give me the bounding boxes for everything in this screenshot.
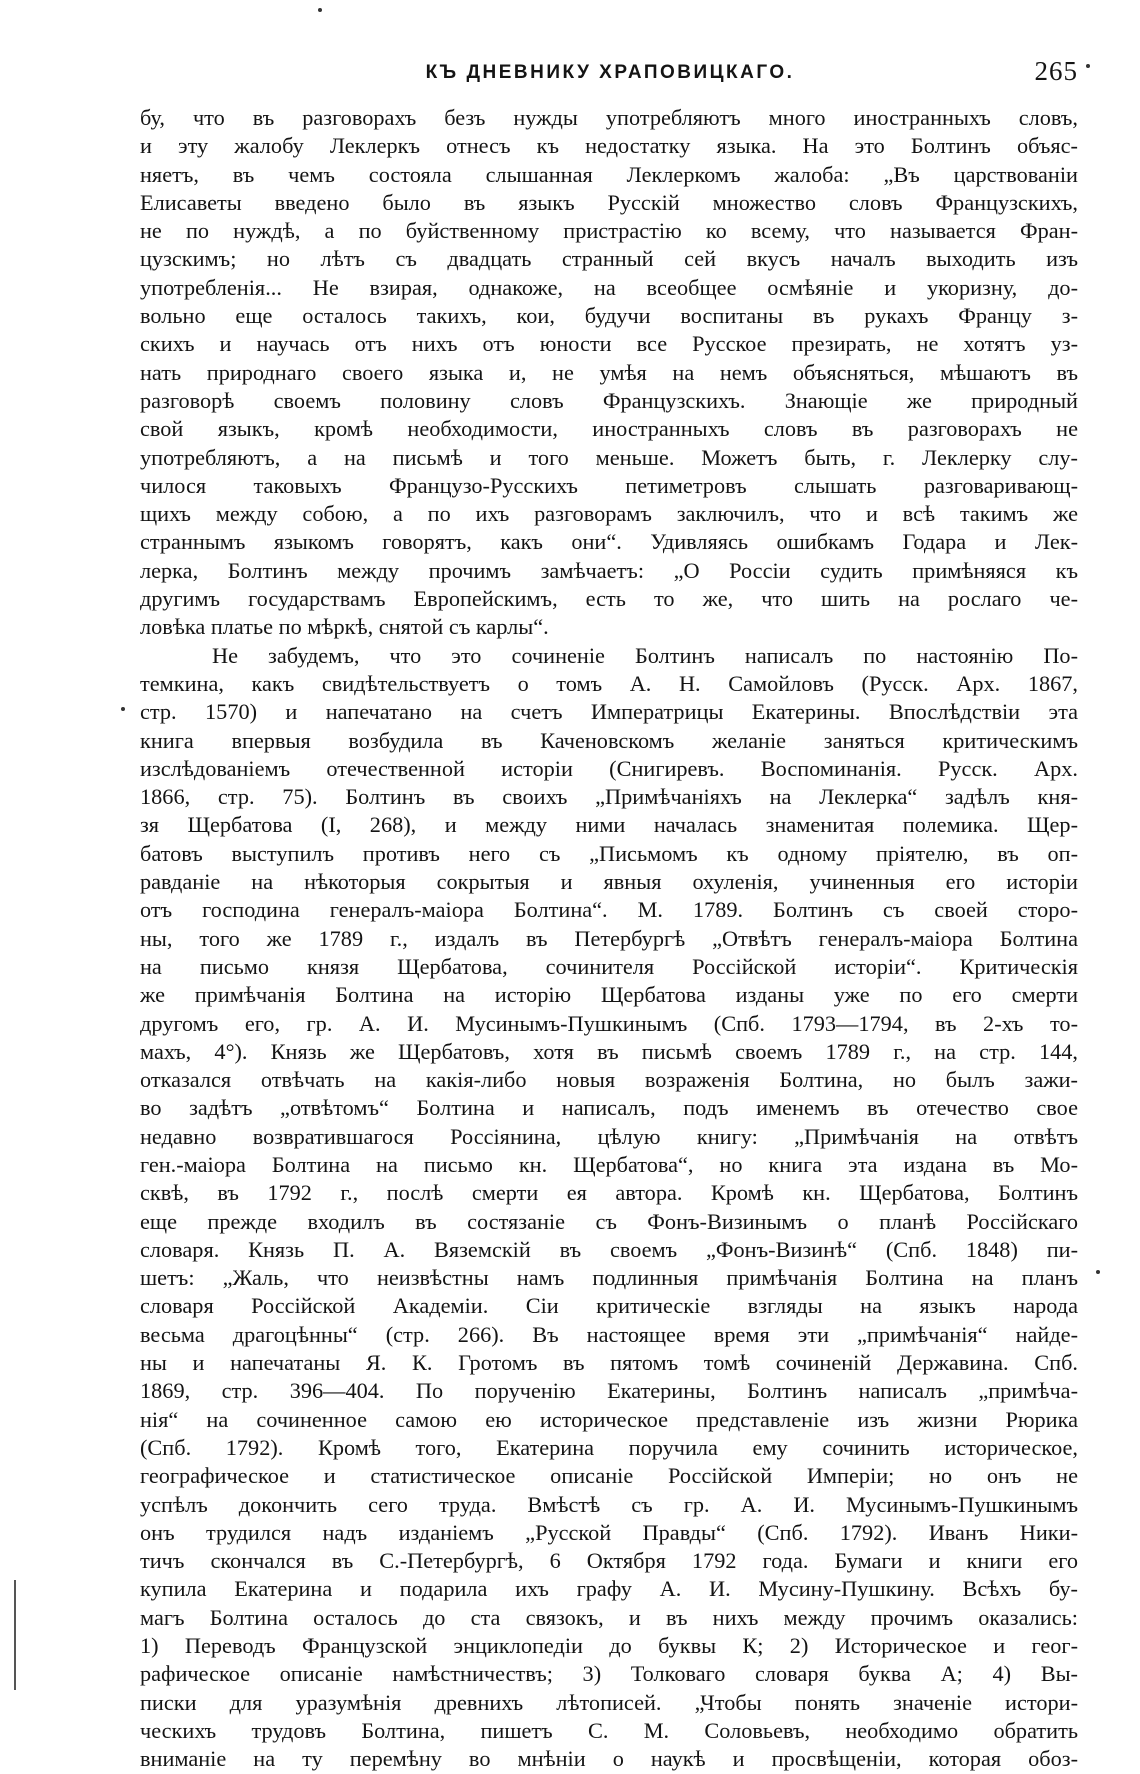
text-line: не по нуждѣ, а по буйственному пристрастію ко всему, что называется Фран-: [140, 218, 1078, 244]
text-line: няетъ, въ чемъ состояла слышанная Леклеркомъ жалоба: „Въ царствованіи: [140, 161, 1078, 187]
scan-speck: [318, 8, 322, 12]
text-line: купила Екатерина и подарила ихъ графу А. И. Мусину-Пушкину. Всѣхъ бу-: [140, 1576, 1078, 1602]
text-line: недавно возвратившагося Россіянина, цѣлую книгу: „Примѣчанія на отвѣтъ: [140, 1123, 1078, 1149]
text-line: тичъ скончался въ С.-Петербургѣ, 6 Октября 1792 года. Бумаги и книги его: [140, 1548, 1078, 1574]
text-line: и эту жалобу Леклеркъ отнесъ къ недостатку языка. На это Болтинъ объяс-: [140, 133, 1078, 159]
text-line: Елисаветы введено было въ языкъ Русскій множество словъ Французскихъ,: [140, 189, 1078, 215]
text-line: страннымъ языкомъ говорятъ, какъ они“. Удивляясь ошибкамъ Годара и Лек-: [140, 529, 1078, 555]
text-line: нія“ на сочиненное самою ею историческое представленіе изъ жизни Рюрика: [140, 1406, 1078, 1432]
text-line: Не забудемъ, что это сочиненіе Болтинъ написалъ по настоянію По-: [212, 642, 1078, 668]
text-line: нать природнаго своего языка и, не умѣя на немъ объясняться, мѣшаютъ въ: [140, 359, 1078, 385]
text-line: употребляютъ, а на письмѣ и того меньше. Можетъ быть, г. Леклерку слу-: [140, 444, 1078, 470]
body-text: [140, 104, 1078, 1774]
text-line: цузскимъ; но лѣтъ съ двадцать странный сей вкусъ началъ выходить изъ: [140, 246, 1078, 272]
text-line: отказался отвѣчать на какія-либо новыя возраженія Болтина, но былъ зажи-: [140, 1067, 1078, 1093]
text-line: книга впервыя возбудила въ Каченовскомъ желаніе заняться критическимъ: [140, 727, 1078, 753]
text-line: магъ Болтина осталось до ста связокъ, и въ нихъ между прочимъ оказались:: [140, 1604, 1078, 1630]
text-line: вниманіе на ту перемѣну во мнѣніи о наукѣ и просвѣщеніи, которая обоз-: [140, 1746, 1078, 1772]
text-line: равданіе на нѣкоторыя сокрытыя и явныя охуленія, учиненныя его исторіи: [140, 869, 1078, 895]
text-line: стр. 1570) и напечатано на счетъ Императрицы Екатерины. Впослѣдствіи эта: [140, 699, 1078, 725]
text-line: (Спб. 1792). Кромѣ того, Екатерина поручила ему сочинить историческое,: [140, 1434, 1078, 1460]
text-line: батовъ выступилъ противъ него съ „Письмомъ къ одному пріятелю, въ оп-: [140, 840, 1078, 866]
text-line: еще прежде входилъ въ состязаніе съ Фонъ-Визинымъ о планѣ Россійскаго: [140, 1208, 1078, 1234]
text-line: весьма драгоцѣнны“ (стр. 266). Въ настоящее время эти „примѣчанія“ найде-: [140, 1321, 1078, 1347]
text-line: ческихъ трудовъ Болтина, пишетъ С. М. Соловьевъ, необходимо обратить: [140, 1717, 1078, 1743]
text-line: щихъ между собою, а по ихъ разговорамъ заключилъ, что и всѣ такимъ же: [140, 501, 1078, 527]
text-line: успѣлъ докончить сего труда. Вмѣстѣ съ гр. А. И. Мусинымъ-Пушкинымъ: [140, 1491, 1078, 1517]
text-line: же примѣчанія Болтина на исторію Щербатова изданы уже по его смерти: [140, 982, 1078, 1008]
text-line: другимъ государствамъ Европейскимъ, есть то же, что шить на рослаго че-: [140, 586, 1078, 612]
text-line: писки для уразумѣнія древнихъ лѣтописей. „Чтобы понять значеніе истори-: [140, 1689, 1078, 1715]
scan-edge-mark: [14, 1580, 16, 1690]
text-line: изслѣдованіемъ отечественной исторіи (Снигиревъ. Воспоминанія. Русск. Арх.: [140, 755, 1078, 781]
text-line: ген.-маіора Болтина на письмо кн. Щербатова“, но книга эта издана въ Мо-: [140, 1151, 1078, 1177]
page-number: 265: [1034, 56, 1078, 86]
text-line: 1866, стр. 75). Болтинъ въ своихъ „Примѣчаніяхъ на Леклерка“ задѣлъ кня-: [140, 784, 1078, 810]
text-line: скихъ и научась отъ нихъ отъ юности все Русское презирать, не хотятъ уз-: [140, 331, 1078, 357]
text-line: 1) Переводъ Французской энциклопедіи до буквы К; 2) Историческое и геог-: [140, 1633, 1078, 1659]
text-line: 1869, стр. 396—404. По порученію Екатерины, Болтинъ написалъ „примѣча-: [140, 1378, 1078, 1404]
text-line: другомъ его, гр. А. И. Мусинымъ-Пушкинымъ (Спб. 1793—1794, въ 2-хъ то-: [140, 1010, 1078, 1036]
page-header: [140, 52, 1080, 92]
text-line: сквѣ, въ 1792 г., послѣ смерти ея автора. Кромѣ кн. Щербатова, Болтинъ: [140, 1180, 1078, 1206]
text-line: лерка, Болтинъ между прочимъ замѣчаетъ: „О Россіи судить примѣняяся къ: [140, 557, 1078, 583]
text-line: ловѣка платье по мѣркѣ, снятой съ карлы“.: [140, 614, 549, 640]
text-line: бу, что въ разговорахъ безъ нужды употребляютъ много иностранныхъ словъ,: [140, 105, 1078, 130]
text-line: на письмо князя Щербатова, сочинителя Россійской исторіи“. Критическія: [140, 953, 1078, 979]
text-line: разговорѣ своемъ половину словъ Французскихъ. Знающіе же природный: [140, 387, 1078, 413]
text-line: употребленія... Не взирая, однакоже, на всеобщее осмѣяніе и укоризну, до-: [140, 274, 1078, 300]
text-line: словаря Россійской Академіи. Сіи критическіе взгляды на языкъ народа: [140, 1293, 1078, 1319]
text-line: словаря. Князь П. А. Вяземскій въ своемъ „Фонъ-Визинѣ“ (Спб. 1848) пи-: [140, 1236, 1078, 1262]
scan-speck: [1096, 1270, 1100, 1274]
text-line: ны, того же 1789 г., издалъ въ Петербургѣ „Отвѣтъ генералъ-маіора Болтина: [140, 925, 1078, 951]
text-line: онъ трудился надъ изданіемъ „Русской Правды“ (Спб. 1792). Иванъ Ники-: [140, 1519, 1078, 1545]
running-head: КЪ ДНЕВНИКУ ХРАПОВИЦКАГО.: [425, 62, 795, 83]
text-line: вольно еще осталось такихъ, кои, будучи воспитаны въ рукахъ Францу з-: [140, 303, 1078, 329]
text-line: темкина, какъ свидѣтельствуетъ о томъ А. Н. Самойловъ (Русск. Арх. 1867,: [140, 670, 1078, 696]
text-line: махъ, 4°). Князь же Щербатовъ, хотя въ письмѣ своемъ 1789 г., на стр. 144,: [140, 1038, 1078, 1064]
scan-speck: [121, 707, 125, 711]
text-line: свой языкъ, кромѣ необходимости, иностранныхъ словъ въ разговорахъ не: [140, 416, 1078, 442]
text-line: рафическое описаніе намѣстничествъ; 3) Толковаго словаря буква А; 4) Вы-: [140, 1661, 1078, 1687]
text-line: зя Щербатова (I, 268), и между ними началась знаменитая полемика. Щер-: [140, 812, 1078, 838]
text-line: географическое и статистическое описаніе Россійской Имперіи; но онъ не: [140, 1463, 1078, 1489]
text-line: во задѣтъ „отвѣтомъ“ Болтина и написалъ, подъ именемъ въ отечество свое: [140, 1095, 1078, 1121]
text-line: чилося таковыхъ Французо-Русскихъ петиметровъ слышать разговаривающ-: [140, 472, 1078, 498]
text-line: ны и напечатаны Я. К. Гротомъ въ пятомъ томѣ сочиненій Державина. Спб.: [140, 1350, 1078, 1376]
scan-speck: [1086, 64, 1090, 68]
text-line: отъ господина генералъ-маіора Болтина“. М. 1789. Болтинъ съ своей сторо-: [140, 897, 1078, 923]
text-line: шетъ: „Жаль, что неизвѣстны намъ подлинныя примѣчанія Болтина на планъ: [140, 1265, 1078, 1291]
